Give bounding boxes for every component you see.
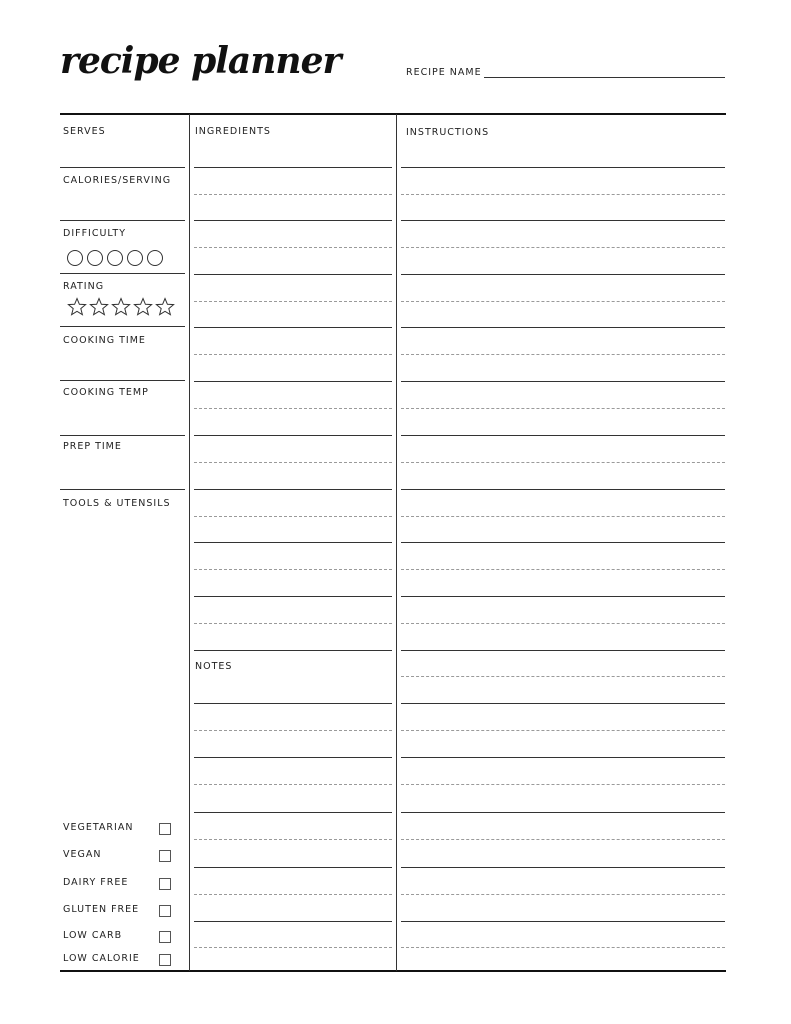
instructions-label: INSTRUCTIONS	[406, 127, 490, 138]
notes-line[interactable]	[194, 921, 392, 922]
tools-utensils-label: TOOLS & UTENSILS	[63, 498, 171, 509]
serves-field[interactable]	[60, 167, 185, 168]
instruction-guide-line	[401, 730, 725, 731]
ingredient-guide-line	[194, 408, 392, 409]
instruction-line[interactable]	[401, 757, 725, 758]
instruction-guide-line	[401, 569, 725, 570]
star-outline-icon[interactable]	[89, 297, 109, 317]
instruction-line[interactable]	[401, 327, 725, 328]
notes-line[interactable]	[194, 867, 392, 868]
ingredient-guide-line	[194, 623, 392, 624]
top-border	[60, 113, 726, 115]
ingredient-line[interactable]	[194, 435, 392, 436]
prep-time-field[interactable]	[60, 489, 185, 490]
star-outline-icon[interactable]	[133, 297, 153, 317]
ingredient-line[interactable]	[194, 542, 392, 543]
instruction-guide-line	[401, 516, 725, 517]
bottom-border	[60, 970, 726, 972]
diet-checkbox-icon[interactable]	[159, 823, 171, 835]
ingredient-guide-line	[194, 247, 392, 248]
difficulty-circle-icon[interactable]	[147, 250, 163, 266]
diet-checkbox-icon[interactable]	[159, 850, 171, 862]
instruction-line[interactable]	[401, 596, 725, 597]
instruction-guide-line	[401, 354, 725, 355]
recipe-name-label: RECIPE NAME	[406, 67, 482, 78]
diet-option-label: VEGAN	[63, 849, 102, 860]
instruction-guide-line	[401, 894, 725, 895]
instruction-line[interactable]	[401, 921, 725, 922]
notes-guide-line	[194, 947, 392, 948]
difficulty-circle-icon[interactable]	[87, 250, 103, 266]
diet-option-label: LOW CARB	[63, 930, 123, 941]
instruction-line[interactable]	[401, 220, 725, 221]
instruction-line[interactable]	[401, 703, 725, 704]
notes-line[interactable]	[194, 703, 392, 704]
instruction-line[interactable]	[401, 381, 725, 382]
instruction-line[interactable]	[401, 542, 725, 543]
ingredient-guide-line	[194, 569, 392, 570]
difficulty-circle-icon[interactable]	[127, 250, 143, 266]
instruction-guide-line	[401, 408, 725, 409]
cooking-temp-field[interactable]	[60, 435, 185, 436]
instruction-guide-line	[401, 194, 725, 195]
ingredient-line[interactable]	[194, 489, 392, 490]
diet-checkbox-icon[interactable]	[159, 878, 171, 890]
instruction-guide-line	[401, 623, 725, 624]
ingredient-line[interactable]	[194, 167, 392, 168]
serves-label: SERVES	[63, 126, 106, 137]
instruction-guide-line	[401, 784, 725, 785]
ingredient-guide-line	[194, 301, 392, 302]
instruction-guide-line	[401, 247, 725, 248]
ingredient-line[interactable]	[194, 381, 392, 382]
ingredient-line[interactable]	[194, 274, 392, 275]
recipe-name-field[interactable]	[484, 77, 725, 78]
ingredient-guide-line	[194, 194, 392, 195]
diet-option-label: VEGETARIAN	[63, 822, 134, 833]
page-title: recipe planner	[60, 40, 341, 82]
left-column-divider	[189, 114, 190, 971]
instruction-guide-line	[401, 947, 725, 948]
notes-line[interactable]	[194, 757, 392, 758]
notes-label: NOTES	[195, 661, 233, 672]
instruction-line[interactable]	[401, 167, 725, 168]
notes-guide-line	[194, 784, 392, 785]
cooking-temp-label: COOKING TEMP	[63, 387, 149, 398]
ingredient-guide-line	[194, 462, 392, 463]
diet-option-label: GLUTEN FREE	[63, 904, 140, 915]
notes-line[interactable]	[194, 812, 392, 813]
notes-guide-line	[194, 839, 392, 840]
right-column-divider	[396, 114, 397, 971]
ingredient-line[interactable]	[194, 220, 392, 221]
cooking-time-field[interactable]	[60, 380, 185, 381]
notes-guide-line	[194, 894, 392, 895]
diet-checkbox-icon[interactable]	[159, 954, 171, 966]
prep-time-label: PREP TIME	[63, 441, 122, 452]
star-outline-icon[interactable]	[111, 297, 131, 317]
difficulty-label: DIFFICULTY	[63, 228, 127, 239]
diet-checkbox-icon[interactable]	[159, 905, 171, 917]
instruction-line[interactable]	[401, 650, 725, 651]
instruction-guide-line	[401, 676, 725, 677]
instruction-guide-line	[401, 839, 725, 840]
rating-label: RATING	[63, 281, 105, 292]
diet-option-label: LOW CALORIE	[63, 953, 140, 964]
ingredient-line[interactable]	[194, 596, 392, 597]
calories-field[interactable]	[60, 220, 185, 221]
ingredient-guide-line	[194, 354, 392, 355]
ingredient-guide-line	[194, 516, 392, 517]
difficulty-circle-icon[interactable]	[107, 250, 123, 266]
difficulty-circle-icon[interactable]	[67, 250, 83, 266]
instruction-guide-line	[401, 301, 725, 302]
instruction-line[interactable]	[401, 274, 725, 275]
difficulty-scale[interactable]	[67, 250, 163, 266]
diet-option-label: DAIRY FREE	[63, 877, 129, 888]
ingredients-label: INGREDIENTS	[195, 126, 271, 137]
cooking-time-label: COOKING TIME	[63, 335, 146, 346]
instruction-line[interactable]	[401, 435, 725, 436]
ingredient-line[interactable]	[194, 327, 392, 328]
instruction-line[interactable]	[401, 867, 725, 868]
notes-guide-line	[194, 730, 392, 731]
calories-label: CALORIES/SERVING	[63, 175, 172, 186]
instruction-guide-line	[401, 462, 725, 463]
difficulty-divider	[60, 273, 185, 274]
diet-checkbox-icon[interactable]	[159, 931, 171, 943]
instruction-line[interactable]	[401, 489, 725, 490]
star-outline-icon[interactable]	[155, 297, 175, 317]
rating-divider	[60, 326, 185, 327]
ingredient-line[interactable]	[194, 650, 392, 651]
star-outline-icon[interactable]	[67, 297, 87, 317]
instruction-line[interactable]	[401, 812, 725, 813]
rating-scale[interactable]	[67, 297, 175, 317]
